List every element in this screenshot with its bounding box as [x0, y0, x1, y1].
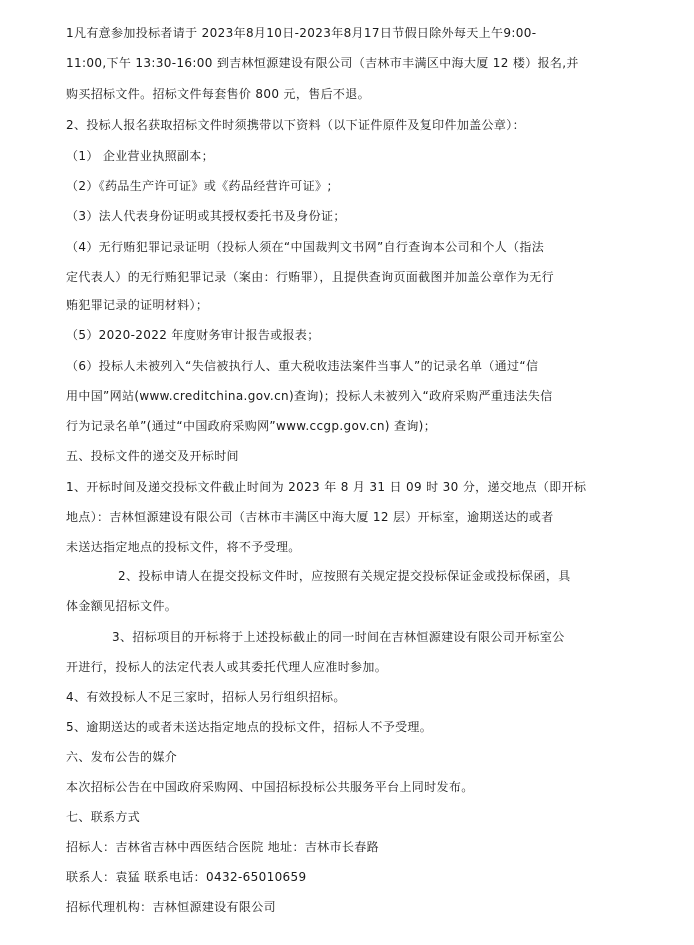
section-heading: 七、联系方式 [66, 810, 141, 824]
text-line: （1） 企业营业执照副本； [66, 149, 215, 163]
text-line: 贿犯罪记录的证明材料）； [66, 298, 209, 312]
text-line: 本次招标公告在中国政府采购网、中国招标投标公共服务平台上同时发布。 [66, 780, 474, 794]
text-line: 行为记录名单”(通过“中国政府采购网”www.ccgp.gov.cn) 查询)； [66, 419, 437, 433]
text-line: 联系人：袁猛 联系电话：0432-65010659 [66, 870, 307, 884]
text-line: （2）《药品生产许可证》或《药品经营许可证》; [66, 179, 332, 193]
section-heading: 五、投标文件的递交及开标时间 [66, 449, 239, 463]
text-line: 4、有效投标人不足三家时，招标人另行组织招标。 [66, 690, 346, 704]
text-line: 2、投标申请人在提交投标文件时，应按照有关规定提交投标保证金或投标保函，具 [118, 569, 571, 583]
text-line: 体金额见招标文件。 [66, 599, 178, 613]
text-line: 地点）：吉林恒源建设有限公司（吉林市丰满区中海大厦 12 层）开标室，逾期送达的或者 [66, 510, 554, 524]
text-line: （6）投标人未被列入“失信被执行人、重大税收违法案件当事人”的记录名单（通过“信 [66, 359, 539, 373]
text-line: 5、逾期送达的或者未送达指定地点的投标文件，招标人不予受理。 [66, 720, 433, 734]
text-line: 购买招标文件。招标文件每套售价 800 元，售后不退。 [66, 87, 370, 101]
text-line: 11:00,下午 13:30-16:00 到吉林恒源建设有限公司（吉林市丰满区中海大厦 12 楼）报名,并 [66, 56, 579, 70]
text-line: （3）法人代表身份证明或其授权委托书及身份证； [66, 209, 346, 223]
text-line: 招标代理机构：吉林恒源建设有限公司 [66, 900, 276, 914]
text-line: 未送达指定地点的投标文件，将不予受理。 [66, 540, 301, 554]
section-heading: 六、发布公告的媒介 [66, 750, 178, 764]
text-line: 3、招标项目的开标将于上述投标截止的同一时间在吉林恒源建设有限公司开标室公 [112, 630, 565, 644]
text-line: 开进行，投标人的法定代表人或其委托代理人应准时参加。 [66, 660, 388, 674]
text-line: 1凡有意参加投标者请于 2023年8月10日-2023年8月17日节假日除外每天上午9:00- [66, 26, 537, 40]
text-line: （5）2020-2022 年度财务审计报告或报表； [66, 328, 320, 342]
text-line: 1、开标时间及递交投标文件截止时间为 2023 年 8 月 31 日 09 时 30 分，递交地点（即开标 [66, 480, 587, 494]
text-line: （4）无行贿犯罪记录证明（投标人须在“中国裁判文书网”自行查询本公司和个人（指法 [66, 240, 545, 254]
text-line: 招标人：吉林省吉林中西医结合医院 地址：吉林市长春路 [66, 840, 379, 854]
text-line: 定代表人）的无行贿犯罪记录（案由：行贿罪），且提供查询页面截图并加盖公章作为无行 [66, 270, 555, 284]
text-line: 2、投标人报名获取招标文件时须携带以下资料（以下证件原件及复印件加盖公章）： [66, 118, 525, 132]
text-line: 用中国”网站(www.creditchina.gov.cn)查询)；投标人未被列入“政府采购严重违法失信 [66, 389, 553, 403]
